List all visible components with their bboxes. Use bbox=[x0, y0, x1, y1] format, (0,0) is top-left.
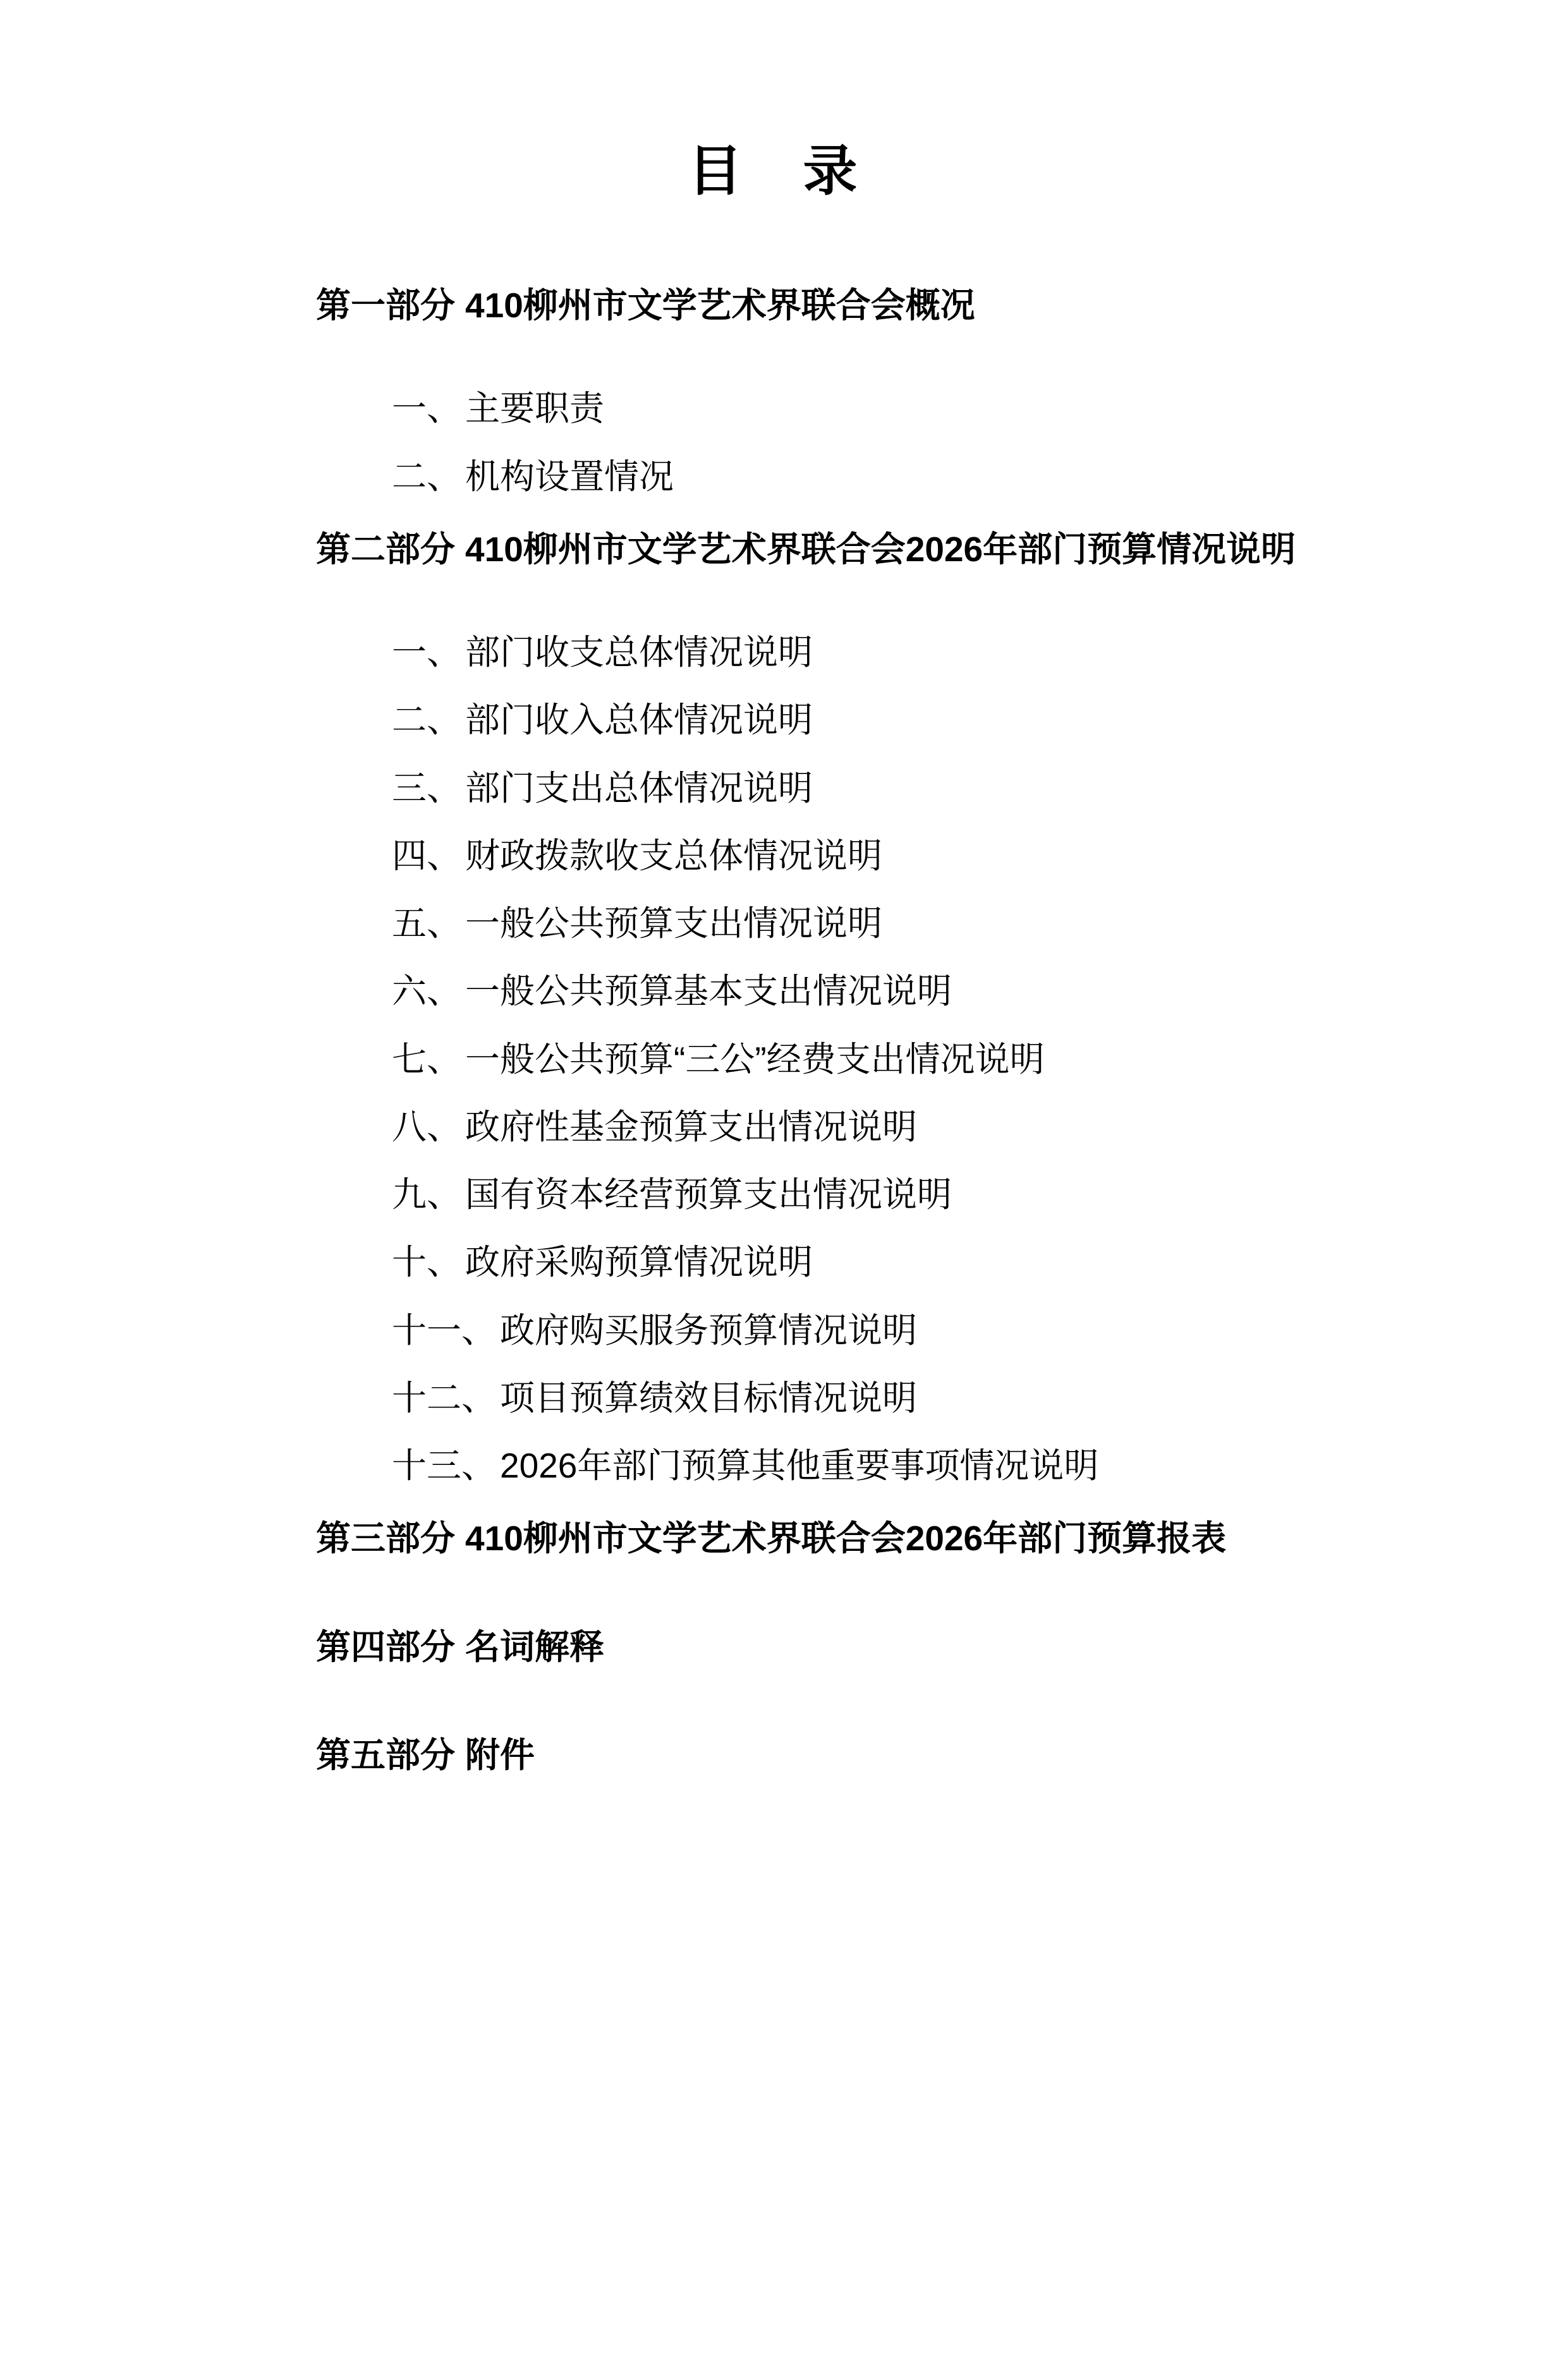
toc-entry-part-2-item-12[interactable] bbox=[392, 1371, 1378, 1425]
toc-entry-number: 一、 bbox=[392, 389, 462, 428]
toc-entry-label: 财政拨款收支总体情况说明 bbox=[465, 835, 883, 875]
section-spacer bbox=[190, 351, 1378, 368]
toc-entry-part-2-item-3[interactable] bbox=[392, 762, 1378, 815]
section-spacer bbox=[190, 1801, 1378, 1818]
toc-entry-label: 政府采购预算情况说明 bbox=[465, 1242, 813, 1282]
toc-entry-label: 一般公共预算基本支出情况说明 bbox=[465, 971, 952, 1011]
toc-entry-label: 410柳州市文学艺术界联合会概况 bbox=[465, 286, 975, 325]
toc-entry-part-3[interactable] bbox=[316, 1512, 1378, 1565]
document-page bbox=[0, 139, 1568, 2356]
toc-entry-label: 附件 bbox=[465, 1735, 535, 1775]
toc-entry-part-2-item-6[interactable] bbox=[392, 964, 1378, 1018]
toc-entry-part-2-item-13[interactable] bbox=[392, 1439, 1378, 1493]
section-spacer bbox=[190, 1693, 1378, 1709]
table-of-contents bbox=[190, 279, 1378, 1818]
toc-entry-part-4[interactable] bbox=[316, 1620, 1378, 1674]
toc-entry-label: 一般公共预算“三公”经费支出情况说明 bbox=[465, 1039, 1045, 1079]
toc-entry-part-2-item-10[interactable] bbox=[392, 1236, 1378, 1289]
toc-entry-number: 十二、 bbox=[392, 1378, 497, 1418]
toc-entry-label: 名词解释 bbox=[465, 1627, 605, 1667]
toc-entry-number: 第三部分 bbox=[316, 1519, 456, 1558]
toc-entry-number: 三、 bbox=[392, 768, 462, 808]
toc-entry-part-1-item-2[interactable] bbox=[392, 450, 1378, 504]
toc-entry-label: 2026年部门预算其他重要事项情况说明 bbox=[500, 1446, 1099, 1486]
toc-entry-part-2-item-5[interactable] bbox=[392, 897, 1378, 950]
toc-entry-label: 部门收支总体情况说明 bbox=[465, 633, 813, 672]
toc-entry-number: 九、 bbox=[392, 1175, 462, 1215]
toc-entry-number: 二、 bbox=[392, 700, 462, 740]
toc-entry-label: 410柳州市文学艺术界联合会2026年部门预算情况说明 bbox=[465, 529, 1296, 569]
toc-entry-number: 六、 bbox=[392, 971, 462, 1011]
toc-entry-number: 十、 bbox=[392, 1242, 462, 1282]
section-spacer bbox=[190, 595, 1378, 612]
toc-entry-label: 政府性基金预算支出情况说明 bbox=[465, 1107, 918, 1146]
toc-entry-part-2-item-9[interactable] bbox=[392, 1168, 1378, 1222]
toc-entry-part-1[interactable] bbox=[316, 279, 1378, 332]
page-title: 目 录 bbox=[688, 141, 880, 202]
toc-entry-part-1-item-1[interactable] bbox=[392, 382, 1378, 435]
toc-entry-label: 410柳州市文学艺术界联合会2026年部门预算报表 bbox=[465, 1519, 1227, 1558]
toc-entry-part-2-item-8[interactable] bbox=[392, 1100, 1378, 1154]
toc-entry-number: 第二部分 bbox=[316, 529, 456, 569]
toc-entry-part-5[interactable] bbox=[316, 1728, 1378, 1782]
toc-entry-number: 第四部分 bbox=[316, 1627, 456, 1667]
toc-entry-number: 八、 bbox=[392, 1107, 462, 1146]
toc-entry-part-2-item-11[interactable] bbox=[392, 1304, 1378, 1357]
toc-entry-label: 项目预算绩效目标情况说明 bbox=[500, 1378, 918, 1418]
toc-entry-part-2-item-4[interactable] bbox=[392, 829, 1378, 883]
toc-entry-number: 七、 bbox=[392, 1039, 462, 1079]
toc-entry-part-2-item-2[interactable] bbox=[392, 693, 1378, 747]
toc-entry-label: 国有资本经营预算支出情况说明 bbox=[465, 1175, 952, 1215]
toc-entry-label: 一般公共预算支出情况说明 bbox=[465, 904, 883, 944]
toc-entry-number: 十一、 bbox=[392, 1310, 497, 1350]
toc-entry-number: 第一部分 bbox=[316, 286, 456, 325]
toc-entry-number: 十三、 bbox=[392, 1446, 497, 1486]
toc-entry-label: 机构设置情况 bbox=[465, 456, 674, 496]
toc-entry-part-2-item-7[interactable] bbox=[392, 1033, 1378, 1086]
toc-entry-part-2-item-1[interactable] bbox=[392, 626, 1378, 679]
toc-entry-number: 第五部分 bbox=[316, 1735, 456, 1775]
toc-entry-part-2[interactable] bbox=[316, 523, 1378, 576]
toc-entry-label: 部门支出总体情况说明 bbox=[465, 768, 813, 808]
toc-entry-number: 四、 bbox=[392, 835, 462, 875]
toc-entry-number: 一、 bbox=[392, 633, 462, 672]
toc-entry-label: 主要职责 bbox=[465, 389, 605, 428]
toc-entry-label: 政府购买服务预算情况说明 bbox=[500, 1310, 918, 1350]
toc-entry-number: 五、 bbox=[392, 904, 462, 944]
section-spacer bbox=[190, 1585, 1378, 1601]
toc-entry-label: 部门收入总体情况说明 bbox=[465, 700, 813, 740]
toc-entry-number: 二、 bbox=[392, 456, 462, 496]
